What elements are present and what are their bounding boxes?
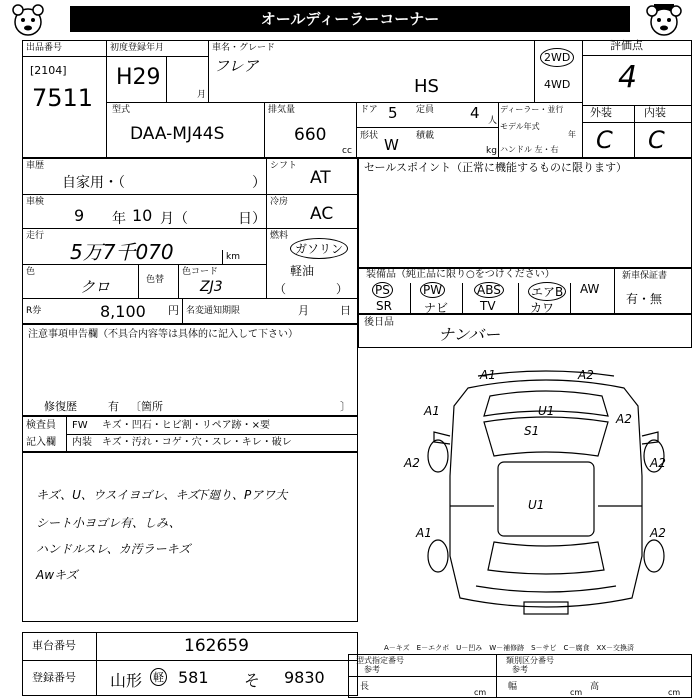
name-change-label: 名変通知期限 <box>186 306 241 316</box>
capacity-label: 定員 <box>416 105 435 115</box>
fw-label: FW <box>72 420 88 431</box>
length-label: 長 <box>360 682 370 692</box>
diagram-mark: A2 <box>650 456 666 470</box>
drive-4wd: 4WD <box>544 78 571 91</box>
repair-value: 有 <box>108 400 119 413</box>
equipment-label: 装備品（純正品に限り○をつけください） <box>366 269 555 280</box>
after-parts-value: ナンバー <box>438 325 501 344</box>
diagram-mark: U1 <box>538 404 555 418</box>
inspector-label-2: 記入欄 <box>26 437 56 448</box>
comments-box <box>22 452 358 622</box>
capacity-unit: 人 <box>488 116 498 126</box>
diagram-mark: A1 <box>480 368 496 382</box>
width-label: 幅 <box>508 682 518 692</box>
registration-year: H29 <box>116 65 161 90</box>
notes-label: 注意事項申告欄（不具合内容等は具体的に記入して下さい） <box>28 329 298 340</box>
doors-label: ドア <box>360 105 378 115</box>
interior-check-label: 内装 <box>72 437 92 448</box>
inspection-year: 9 <box>74 206 85 225</box>
color-code: ZJ3 <box>200 279 223 295</box>
plate-region: 山形 <box>110 671 143 690</box>
comment-1: キズ、U、ウスイヨゴレ、キズ <box>36 488 200 502</box>
exterior-label: 外装 <box>590 106 612 119</box>
fuel-label: 燃料 <box>270 231 289 241</box>
inspector-label-1: 検査員 <box>26 420 56 431</box>
fw-items: キズ・凹石・ヒビ割・リペア跡・×要 <box>102 420 270 431</box>
car-name-label: 車名・グレード <box>212 43 276 53</box>
diagram-mark: A1 <box>424 404 440 418</box>
drive-2wd: 2WD <box>540 48 574 67</box>
displacement-value: 660 <box>294 125 327 145</box>
history-value: 自家用・（ <box>62 175 125 191</box>
fuel-gasoline: ガソリン <box>290 238 348 259</box>
history-close: ） <box>252 175 266 191</box>
equipment-sr: SR <box>376 299 392 313</box>
registration-label: 初度登録年月 <box>110 43 165 53</box>
interior-label: 内装 <box>644 106 666 119</box>
chassis-label: 車台番号 <box>32 639 76 652</box>
fuel-paren-close: ） <box>336 282 349 296</box>
model-year-unit: 年 <box>568 130 576 139</box>
shift-value: AT <box>310 168 331 188</box>
equipment-navi: ナビ <box>424 301 449 315</box>
inspection-month-unit: 月（ <box>160 211 188 227</box>
comment-3: シート小ヨゴレ有、しみ、 <box>36 516 181 530</box>
shape-value: W <box>384 136 399 154</box>
page-title: オールディーラーコーナー <box>70 6 630 32</box>
repair-label: 修復歴 <box>44 400 77 413</box>
equipment-pw: PW <box>420 282 445 298</box>
warranty-label: 新車保証書 <box>622 271 668 281</box>
inspection-label: 車検 <box>26 197 45 207</box>
color-value: クロ <box>80 278 111 296</box>
repair-place: 〔箇所 <box>130 400 163 413</box>
inspection-month: 10 <box>132 206 153 225</box>
registration-month-unit: 月 <box>197 90 207 100</box>
model-label: 型式 <box>112 105 131 115</box>
displacement-unit: cc <box>342 146 352 156</box>
mascot-right-icon <box>640 2 688 38</box>
length-unit: cm <box>474 688 487 697</box>
aircon-label: 冷房 <box>270 197 289 207</box>
plate-kana: そ <box>244 671 261 690</box>
type-number-ref: 参考 <box>364 665 380 674</box>
lot-number: 7511 <box>32 84 94 112</box>
interior-items: キズ・汚れ・コゲ・穴・スレ・キレ・破レ <box>102 437 292 448</box>
equipment-aw: AW <box>580 282 600 296</box>
diagram-mark: S1 <box>524 424 540 438</box>
comment-5: Awキズ <box>36 568 78 582</box>
warranty-value: 有・無 <box>626 292 663 306</box>
fuel-diesel: 軽油 <box>290 264 315 278</box>
recycle-value: 8,100 <box>100 302 146 321</box>
aircon-value: AC <box>310 204 334 224</box>
diagram-mark: A2 <box>404 456 420 470</box>
color-code-label: 色コード <box>182 267 219 277</box>
plate-serial: 9830 <box>284 668 325 687</box>
shape-label: 形状 <box>360 131 379 141</box>
diagram-mark: A1 <box>416 526 432 540</box>
mileage-label: 走行 <box>26 231 45 241</box>
shift-label: シフト <box>270 161 298 171</box>
fuel-paren-open: （ <box>274 282 287 296</box>
equipment-ps: PS <box>372 282 393 298</box>
plate-label: 登録番号 <box>32 671 76 684</box>
inspection-day-unit: 日） <box>238 211 266 227</box>
load-label: 積載 <box>416 131 435 141</box>
capacity-value: 4 <box>470 104 480 122</box>
mileage-unit: km <box>226 252 240 262</box>
color-change-label: 色替 <box>146 275 165 285</box>
color-label: 色 <box>26 267 36 277</box>
after-parts-box <box>358 314 692 348</box>
sales-points-box <box>358 158 692 268</box>
car-name: フレア <box>214 57 259 75</box>
diagram-mark: U1 <box>528 498 545 512</box>
name-change-month: 月 <box>298 304 309 317</box>
diagram-mark: A2 <box>650 526 666 540</box>
plate-class: 軽 <box>150 668 167 686</box>
name-change-day: 日 <box>340 304 351 317</box>
recycle-label: R券 <box>26 306 42 316</box>
height-unit: cm <box>668 688 681 697</box>
lot-label: 出品番号 <box>26 43 63 53</box>
score-label: 評価点 <box>610 39 643 52</box>
equipment-abs: ABS <box>474 282 504 298</box>
car-grade: HS <box>414 76 439 97</box>
height-label: 高 <box>590 682 600 692</box>
type-number-label: 型式指定番号 <box>356 656 404 665</box>
model-value: DAA-MJ44S <box>130 124 225 144</box>
diagram-mark: A2 <box>616 412 632 426</box>
handle-label: ハンドル 左・右 <box>500 145 559 154</box>
load-unit: kg <box>486 146 497 156</box>
doors-value: 5 <box>388 104 398 122</box>
plate-number: 581 <box>178 668 209 687</box>
equipment-leather: カワ <box>530 301 555 315</box>
sales-points-label: セールスポイント（正常に機能するものに限ります） <box>364 161 628 174</box>
chassis-value: 162659 <box>184 636 249 656</box>
lot-code: [2104] <box>30 64 67 77</box>
recycle-unit: 円 <box>168 304 179 317</box>
top-section <box>22 40 692 158</box>
exterior-grade: C <box>596 126 613 154</box>
mileage-value: 5万7千070 <box>70 240 174 264</box>
class-number-label: 類別区分番号 <box>506 656 554 665</box>
repair-close: 〕 <box>340 400 351 413</box>
damage-legend: A－キズ E－エクボ U－凹み W－補修跡 S－サビ C－腐食 XX－交換済 <box>384 644 635 652</box>
equipment-airbag: エアB <box>528 282 566 301</box>
diagram-mark: A2 <box>578 368 594 382</box>
score-value: 4 <box>618 60 638 95</box>
width-unit: cm <box>570 688 583 697</box>
equipment-tv: TV <box>480 299 496 313</box>
comment-4: ハンドルスレ、カ汚ラーキズ <box>36 542 191 556</box>
interior-grade: C <box>648 126 665 154</box>
class-number-ref: 参考 <box>512 665 528 674</box>
after-parts-label: 後日品 <box>364 317 394 328</box>
displacement-label: 排気量 <box>268 105 296 115</box>
model-year-label: モデル年式 <box>500 122 540 131</box>
inspection-year-unit: 年 <box>112 211 126 227</box>
mascot-left-icon <box>8 2 48 38</box>
comment-2: 下廻り、Pアワ大 <box>196 488 288 502</box>
dealer-label: ディーラー・並行 <box>500 105 564 114</box>
history-label: 車歴 <box>26 161 45 171</box>
